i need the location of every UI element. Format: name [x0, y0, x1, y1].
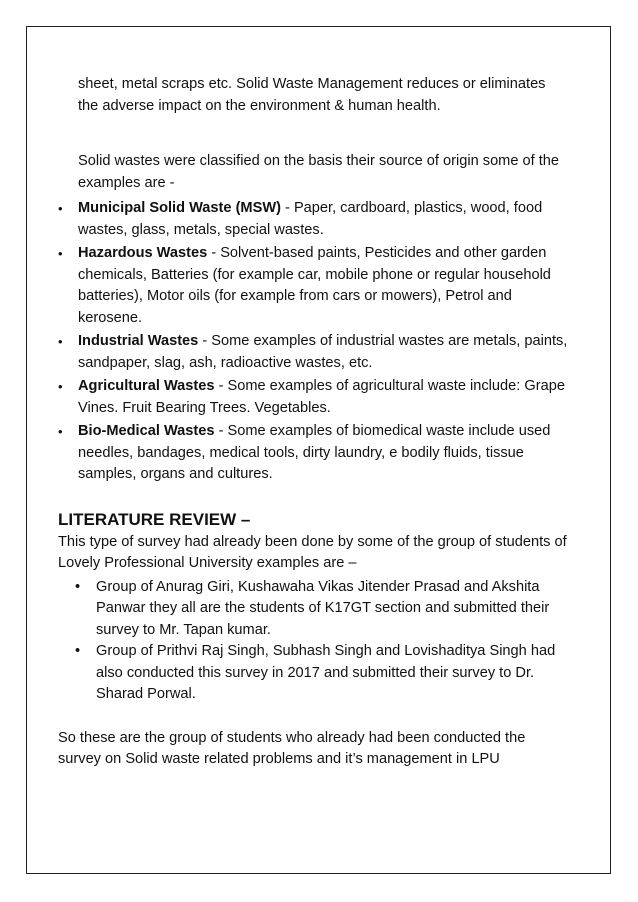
literature-list — [58, 577, 568, 706]
list-item — [58, 243, 568, 329]
waste-term: Municipal Solid Waste (MSW) — [78, 200, 281, 216]
literature-item-text: Group of Prithvi Raj Singh, Subhash Singh and Lovishaditya Singh had also conducted this survey in 2017 and submitted their survey to Dr. Sharad Porwal. — [96, 643, 556, 702]
document-body — [58, 74, 568, 771]
bullet-icon: • — [58, 334, 63, 349]
bullet-icon: • — [75, 643, 81, 659]
list-item — [58, 577, 568, 642]
literature-item-text: Group of Anurag Giri, Kushawaha Vikas Jitender Prasad and Akshita Panwar they all are the students of K17GT section and submitted their survey to Mr. Tapan kumar. — [96, 578, 550, 638]
bullet-icon: • — [58, 379, 63, 394]
bullet-icon: • — [58, 201, 63, 216]
literature-conclusion: So these are the group of students who already had been conducted the survey on Solid waste related problems and it’s management in LPU — [58, 729, 526, 767]
list-item — [58, 198, 568, 241]
waste-term: Hazardous Wastes — [78, 245, 208, 261]
bullet-icon: • — [75, 578, 81, 595]
waste-description: - Solvent-based paints, Pesticides and other garden chemicals, Batteries (for example car, mobile phone or regular household batteries), Motor oils (for example from cars or mowers), Petrol and kerosene. — [78, 245, 551, 326]
waste-term: Bio-Medical Wastes — [78, 423, 215, 439]
bullet-icon: • — [58, 246, 63, 261]
intro-paragraph-1: sheet, metal scraps etc. Solid Waste Management reduces or eliminates the adverse impact on the environment & human health. — [78, 76, 546, 114]
waste-description: - Paper, cardboard, plastics, wood, food wastes, glass, metals, special wastes. — [78, 200, 543, 238]
waste-description: - Some examples of biomedical waste include used needles, bandages, medical tools, dirty laundry, e bodily fluids, tissue samples, organs and cultures. — [78, 423, 551, 482]
waste-description: - Some examples of agricultural waste include: Grape Vines. Fruit Bearing Trees. Vegetables. — [78, 378, 565, 416]
waste-types-list — [58, 198, 568, 486]
intro-paragraph-2: Solid wastes were classified on the basis their source of origin some of the examples are - — [78, 153, 560, 191]
list-item — [58, 331, 568, 374]
literature-intro: This type of survey had already been done by some of the group of students of Lovely Professional University examples are – — [58, 533, 567, 571]
list-item — [58, 376, 568, 419]
waste-term: Agricultural Wastes — [78, 378, 215, 394]
waste-description: - Some examples of industrial wastes are metals, paints, sandpaper, slag, ash, radioactive wastes, etc. — [78, 333, 568, 371]
list-item — [58, 641, 568, 706]
waste-term: Industrial Wastes — [78, 333, 199, 349]
literature-review-heading: LITERATURE REVIEW – — [58, 509, 251, 529]
list-item — [58, 421, 568, 486]
bullet-icon: • — [58, 424, 63, 439]
